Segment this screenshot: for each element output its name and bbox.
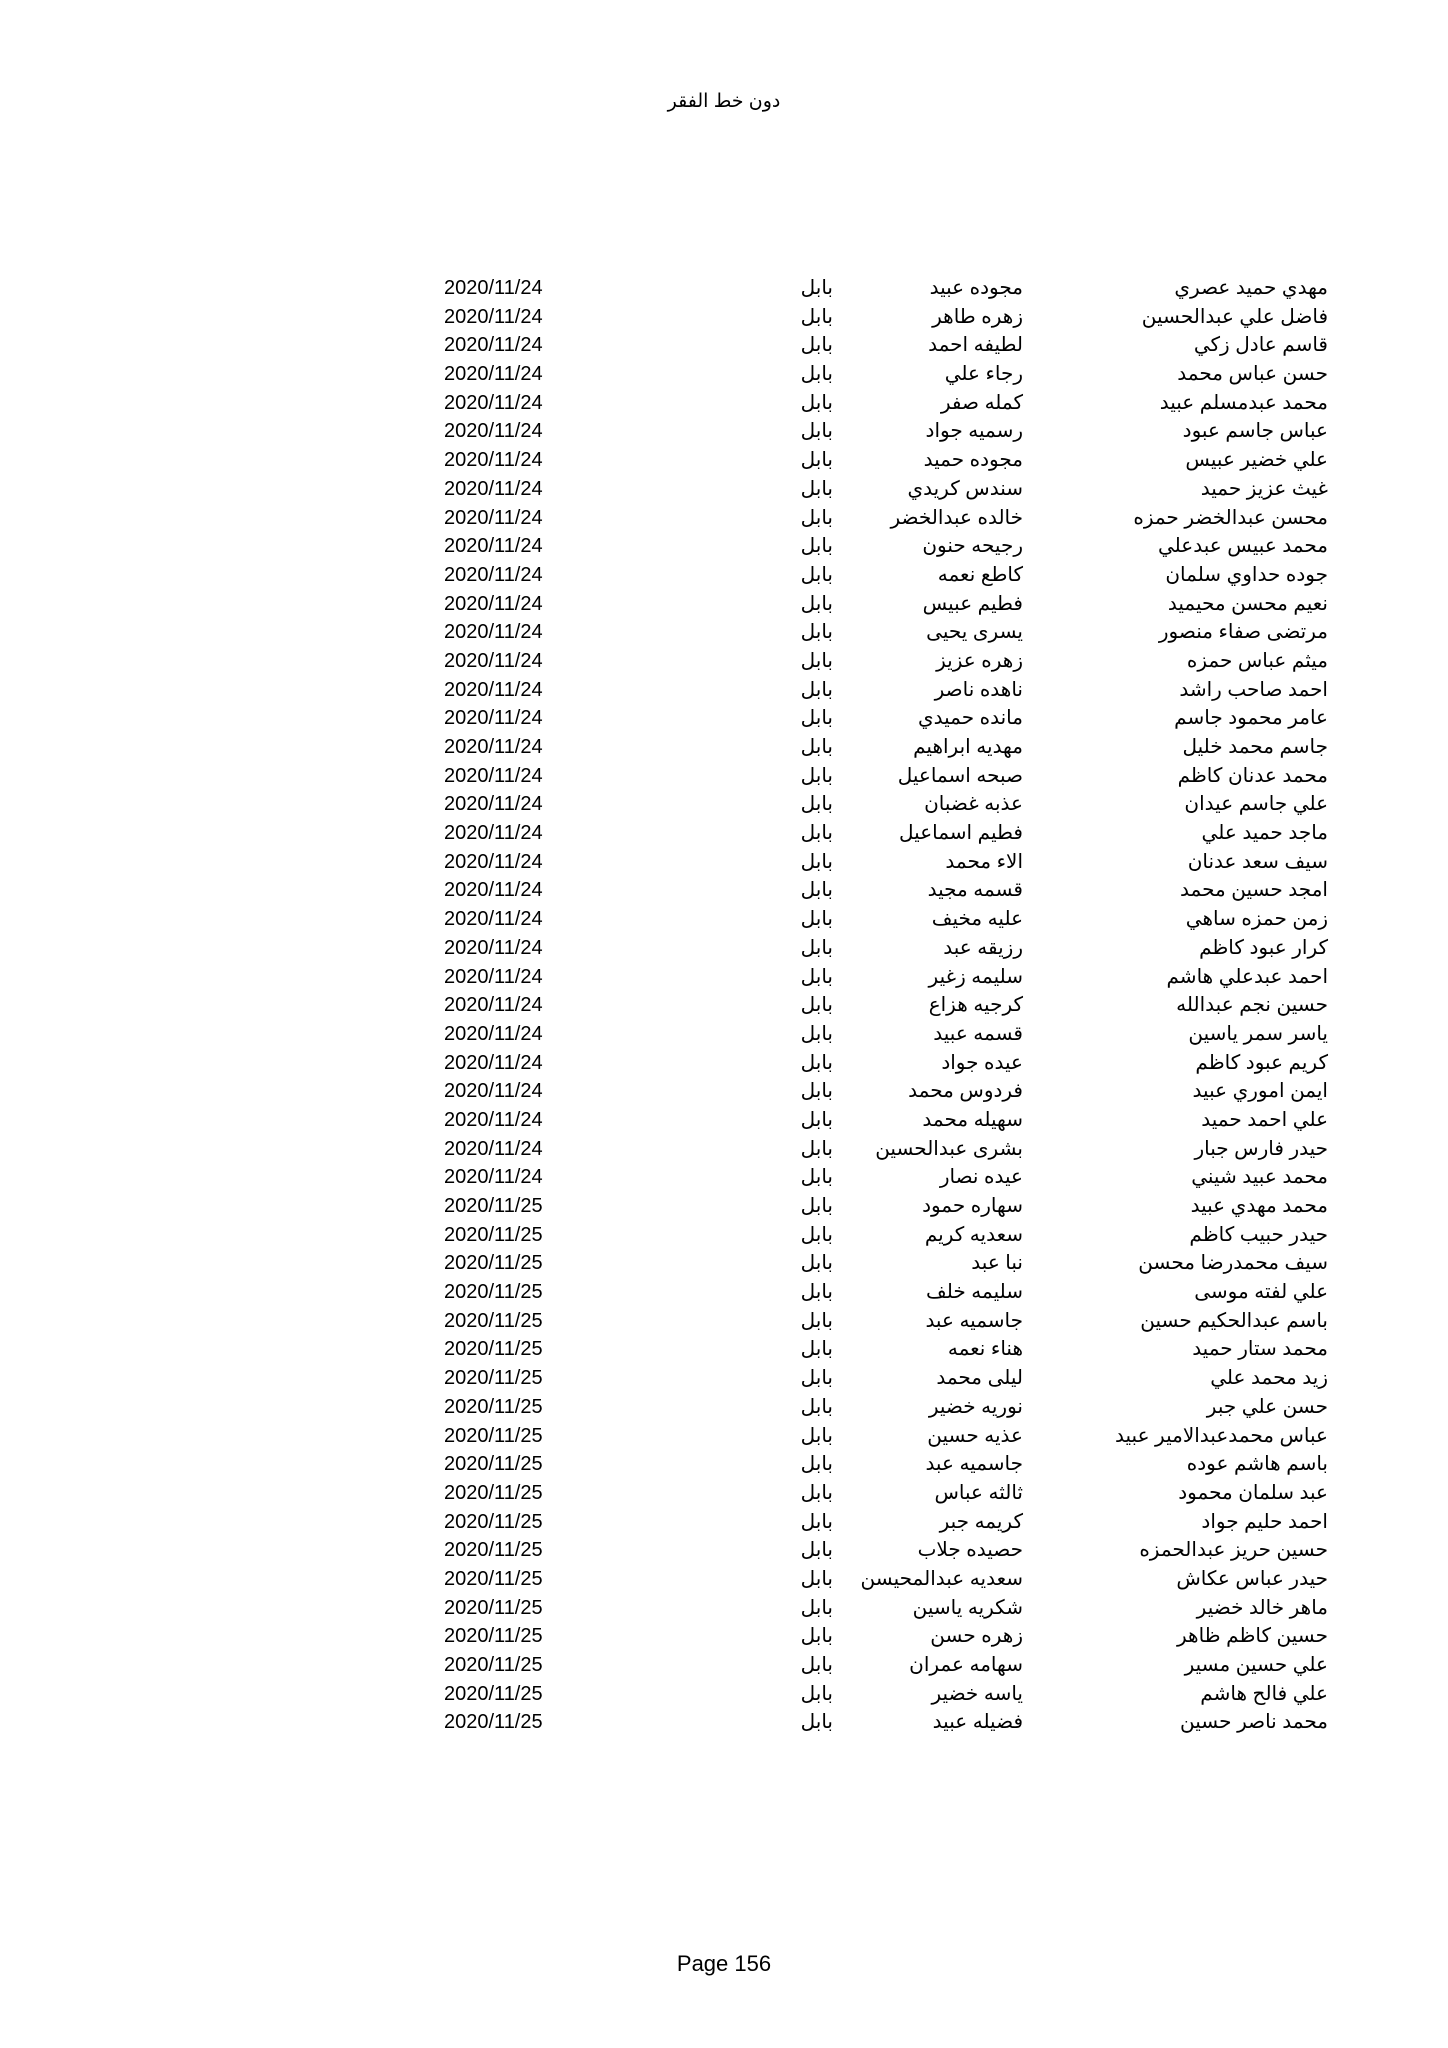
mother-name-cell: كريمه جبر (939, 1510, 1023, 1533)
table-row (0, 1278, 1448, 1307)
mother-name-cell: زهره طاهر (932, 305, 1023, 328)
person-name-cell: علي فالح هاشم (1200, 1682, 1328, 1705)
date-cell: 2020/11/24 (444, 1022, 543, 1045)
table-row (0, 532, 1448, 561)
mother-name-cell: مانده حميدي (917, 707, 1023, 730)
date-cell: 2020/11/24 (444, 879, 543, 902)
date-cell: 2020/11/25 (444, 1309, 543, 1332)
province-cell: بابل (800, 1711, 833, 1734)
person-name-cell: عامر محمود جاسم (1174, 707, 1328, 730)
person-name-cell: امجد حسين محمد (1180, 879, 1328, 902)
person-name-cell: ياسر سمر ياسين (1188, 1022, 1328, 1045)
person-name-cell: محمد عبيس عبدعلي (1158, 535, 1328, 558)
records-list (0, 274, 1448, 1737)
date-cell: 2020/11/25 (444, 1481, 543, 1504)
date-cell: 2020/11/24 (444, 621, 543, 644)
date-cell: 2020/11/25 (444, 1338, 543, 1361)
date-cell: 2020/11/24 (444, 707, 543, 730)
date-cell: 2020/11/24 (444, 994, 543, 1017)
table-row (0, 848, 1448, 877)
table-row (0, 475, 1448, 504)
province-cell: بابل (800, 1367, 833, 1390)
date-cell: 2020/11/24 (444, 1137, 543, 1160)
table-row (0, 1221, 1448, 1250)
date-cell: 2020/11/24 (444, 678, 543, 701)
table-row (0, 676, 1448, 705)
province-cell: بابل (800, 1252, 833, 1275)
mother-name-cell: شكريه ياسين (912, 1596, 1023, 1619)
person-name-cell: سيف محمدرضا محسن (1138, 1252, 1328, 1275)
person-name-cell: علي جاسم عيدان (1184, 793, 1328, 816)
province-cell: بابل (800, 363, 833, 386)
province-cell: بابل (800, 305, 833, 328)
mother-name-cell: عليه مخيف (931, 908, 1023, 931)
person-name-cell: مرتضى صفاء منصور (1158, 621, 1328, 644)
table-row (0, 1536, 1448, 1565)
table-row (0, 790, 1448, 819)
date-cell: 2020/11/25 (444, 1654, 543, 1676)
table-row (0, 1163, 1448, 1192)
date-cell: 2020/11/24 (444, 477, 543, 500)
mother-name-cell: عذيه حسين (927, 1424, 1023, 1447)
table-row (0, 762, 1448, 791)
mother-name-cell: قسمه مجيد (927, 879, 1023, 902)
table-row (0, 274, 1448, 303)
province-cell: بابل (800, 1195, 833, 1217)
mother-name-cell: عذبه غضبان (924, 793, 1023, 816)
date-cell: 2020/11/25 (444, 1252, 543, 1275)
province-cell: بابل (800, 1281, 833, 1304)
date-cell: 2020/11/24 (444, 305, 543, 328)
date-cell: 2020/11/24 (444, 736, 543, 758)
person-name-cell: كرار عبود كاظم (1199, 936, 1328, 959)
table-row (0, 1106, 1448, 1135)
province-cell: بابل (800, 1596, 833, 1619)
date-cell: 2020/11/25 (444, 1424, 543, 1447)
date-cell: 2020/11/25 (444, 1223, 543, 1246)
province-cell: بابل (800, 1166, 833, 1189)
mother-name-cell: فردوس محمد (908, 1080, 1023, 1103)
mother-name-cell: عيده نصار (939, 1166, 1023, 1189)
mother-name-cell: فطيم عبيس (922, 592, 1023, 615)
table-row (0, 1192, 1448, 1221)
mother-name-cell: يسرى يحيى (926, 621, 1023, 644)
date-cell: 2020/11/24 (444, 764, 543, 787)
mother-name-cell: بشرى عبدالحسين (875, 1137, 1023, 1160)
date-cell: 2020/11/24 (444, 277, 543, 299)
person-name-cell: مهدي حميد عصري (1174, 277, 1328, 299)
person-name-cell: محمد عبيد شيني (1191, 1166, 1328, 1189)
mother-name-cell: مجوده حميد (923, 449, 1023, 472)
table-row (0, 819, 1448, 848)
province-cell: بابل (800, 764, 833, 787)
table-row (0, 1508, 1448, 1537)
mother-name-cell: رسميه جواد (925, 420, 1023, 443)
table-row (0, 1450, 1448, 1479)
province-cell: بابل (800, 535, 833, 558)
date-cell: 2020/11/25 (444, 1281, 543, 1304)
person-name-cell: علي احمد حميد (1201, 1108, 1328, 1131)
mother-name-cell: مهديه ابراهيم (913, 736, 1023, 758)
page-number: Page 156 (676, 1951, 772, 1976)
person-name-cell: محمد مهدي عبيد (1190, 1195, 1328, 1217)
province-cell: بابل (800, 621, 833, 644)
mother-name-cell: مجوده عبيد (929, 277, 1023, 299)
province-cell: بابل (800, 1051, 833, 1074)
mother-name-cell: زهره حسن (930, 1625, 1023, 1648)
date-cell: 2020/11/25 (444, 1539, 543, 1562)
mother-name-cell: سهامه عمران (909, 1654, 1023, 1676)
table-row (0, 1020, 1448, 1049)
date-cell: 2020/11/25 (444, 1395, 543, 1418)
person-name-cell: حسن علي جبر (1206, 1395, 1328, 1418)
date-cell: 2020/11/24 (444, 793, 543, 816)
date-cell: 2020/11/25 (444, 1367, 543, 1390)
province-cell: بابل (800, 1309, 833, 1332)
mother-name-cell: سعديه عبدالمحيسن (860, 1567, 1023, 1590)
table-row (0, 446, 1448, 475)
table-row (0, 905, 1448, 934)
date-cell: 2020/11/24 (444, 1051, 543, 1074)
date-cell: 2020/11/24 (444, 420, 543, 443)
province-cell: بابل (800, 477, 833, 500)
date-cell: 2020/11/24 (444, 535, 543, 558)
table-row (0, 876, 1448, 905)
mother-name-cell: هناء نعمه (947, 1338, 1023, 1361)
mother-name-cell: الاء محمد (945, 850, 1023, 873)
date-cell: 2020/11/24 (444, 850, 543, 873)
date-cell: 2020/11/25 (444, 1711, 543, 1734)
province-cell: بابل (800, 822, 833, 845)
province-cell: بابل (800, 1424, 833, 1447)
table-row (0, 1335, 1448, 1364)
table-row (0, 561, 1448, 590)
date-cell: 2020/11/25 (444, 1195, 543, 1217)
table-row (0, 1565, 1448, 1594)
province-cell: بابل (800, 391, 833, 414)
province-cell: بابل (800, 707, 833, 730)
person-name-cell: عباس محمدعبدالامير عبيد (1115, 1424, 1328, 1447)
province-cell: بابل (800, 678, 833, 701)
province-cell: بابل (800, 736, 833, 758)
date-cell: 2020/11/25 (444, 1625, 543, 1648)
province-cell: بابل (800, 1567, 833, 1590)
table-row (0, 590, 1448, 619)
person-name-cell: احمد حليم جواد (1201, 1510, 1328, 1533)
table-row (0, 1594, 1448, 1623)
mother-name-cell: عيده جواد (941, 1051, 1023, 1074)
person-name-cell: محمد ناصر حسين (1180, 1711, 1328, 1734)
province-cell: بابل (800, 1682, 833, 1705)
person-name-cell: محسن عبدالخضر حمزه (1133, 506, 1328, 529)
table-row (0, 1479, 1448, 1508)
person-name-cell: كريم عبود كاظم (1195, 1051, 1328, 1074)
mother-name-cell: ليلى محمد (936, 1367, 1023, 1390)
date-cell: 2020/11/24 (444, 449, 543, 472)
mother-name-cell: جاسميه عبد (925, 1309, 1023, 1332)
table-row (0, 389, 1448, 418)
mother-name-cell: سليمه خلف (926, 1281, 1023, 1304)
date-cell: 2020/11/25 (444, 1596, 543, 1619)
table-row (0, 1651, 1448, 1680)
mother-name-cell: حصيده جلاب (917, 1539, 1023, 1562)
date-cell: 2020/11/24 (444, 592, 543, 615)
province-cell: بابل (800, 793, 833, 816)
province-cell: بابل (800, 965, 833, 988)
person-name-cell: غيث عزيز حميد (1200, 477, 1328, 500)
table-row (0, 1393, 1448, 1422)
date-cell: 2020/11/24 (444, 506, 543, 529)
person-name-cell: فاضل علي عبدالحسين (1141, 305, 1328, 328)
mother-name-cell: فضيله عبيد (932, 1711, 1023, 1734)
mother-name-cell: ناهده ناصر (934, 678, 1023, 701)
person-name-cell: حسين نجم عبدالله (1176, 994, 1328, 1017)
table-row (0, 1049, 1448, 1078)
person-name-cell: علي خضير عبيس (1185, 449, 1328, 472)
province-cell: بابل (800, 1338, 833, 1361)
mother-name-cell: رجاء علي (944, 363, 1023, 386)
person-name-cell: نعيم محسن محيميد (1167, 592, 1328, 615)
person-name-cell: قاسم عادل زكي (1193, 334, 1328, 357)
person-name-cell: زيد محمد علي (1210, 1367, 1328, 1390)
province-cell: بابل (800, 277, 833, 299)
table-row (0, 1680, 1448, 1709)
mother-name-cell: قسمه عبيد (933, 1022, 1023, 1045)
province-cell: بابل (800, 1625, 833, 1648)
person-name-cell: محمد عدنان كاظم (1177, 764, 1328, 787)
province-cell: بابل (800, 1223, 833, 1246)
mother-name-cell: نبا عبد (971, 1252, 1023, 1275)
person-name-cell: سيف سعد عدنان (1187, 850, 1328, 873)
person-name-cell: علي حسين مسير (1184, 1654, 1328, 1676)
date-cell: 2020/11/24 (444, 649, 543, 672)
person-name-cell: حيدر حبيب كاظم (1189, 1223, 1328, 1246)
mother-name-cell: كاطع نعمه (937, 563, 1023, 586)
person-name-cell: ماهر خالد خضير (1196, 1596, 1328, 1619)
date-cell: 2020/11/25 (444, 1682, 543, 1705)
province-cell: بابل (800, 449, 833, 472)
person-name-cell: باسم هاشم عوده (1186, 1453, 1328, 1476)
province-cell: بابل (800, 1108, 833, 1131)
mother-name-cell: فطيم اسماعيل (899, 822, 1023, 845)
date-cell: 2020/11/24 (444, 1080, 543, 1103)
mother-name-cell: خالده عبدالخضر (890, 506, 1023, 529)
person-name-cell: جاسم محمد خليل (1182, 736, 1328, 758)
table-row (0, 331, 1448, 360)
province-cell: بابل (800, 1654, 833, 1676)
table-row (0, 1364, 1448, 1393)
table-row (0, 1135, 1448, 1164)
date-cell: 2020/11/24 (444, 334, 543, 357)
person-name-cell: جوده حداوي سلمان (1165, 563, 1328, 586)
table-row (0, 704, 1448, 733)
province-cell: بابل (800, 1080, 833, 1103)
table-row (0, 733, 1448, 762)
person-name-cell: احمد صاحب راشد (1179, 678, 1328, 701)
person-name-cell: علي لفته موسى (1194, 1281, 1328, 1304)
table-row (0, 991, 1448, 1020)
mother-name-cell: سليمه زغير (928, 965, 1023, 988)
person-name-cell: عباس جاسم عبود (1182, 420, 1328, 443)
province-cell: بابل (800, 908, 833, 931)
page-header-title: دون خط الفقر (667, 91, 781, 112)
province-cell: بابل (800, 1395, 833, 1418)
mother-name-cell: سهاره حمود (922, 1195, 1023, 1217)
person-name-cell: محمد ستار حميد (1192, 1338, 1328, 1361)
province-cell: بابل (800, 1137, 833, 1160)
person-name-cell: باسم عبدالحكيم حسين (1140, 1309, 1328, 1332)
province-cell: بابل (800, 1510, 833, 1533)
date-cell: 2020/11/24 (444, 563, 543, 586)
province-cell: بابل (800, 936, 833, 959)
province-cell: بابل (800, 1539, 833, 1562)
person-name-cell: حسن عباس محمد (1177, 363, 1328, 386)
date-cell: 2020/11/24 (444, 936, 543, 959)
mother-name-cell: كرجيه هزاع (928, 994, 1023, 1017)
province-cell: بابل (800, 506, 833, 529)
mother-name-cell: ثالثه عباس (934, 1481, 1023, 1504)
person-name-cell: ميثم عباس حمزه (1186, 649, 1328, 672)
date-cell: 2020/11/24 (444, 363, 543, 386)
province-cell: بابل (800, 1481, 833, 1504)
table-row (0, 1708, 1448, 1737)
province-cell: بابل (800, 850, 833, 873)
date-cell: 2020/11/25 (444, 1567, 543, 1590)
table-row (0, 1077, 1448, 1106)
date-cell: 2020/11/25 (444, 1453, 543, 1476)
table-row (0, 647, 1448, 676)
table-row (0, 1249, 1448, 1278)
table-row (0, 934, 1448, 963)
person-name-cell: حسين حريز عبدالحمزه (1139, 1539, 1328, 1562)
province-cell: بابل (800, 1022, 833, 1045)
table-row (0, 417, 1448, 446)
person-name-cell: حيدر فارس جبار (1194, 1137, 1328, 1160)
province-cell: بابل (800, 879, 833, 902)
mother-name-cell: جاسميه عبد (925, 1453, 1023, 1476)
person-name-cell: حسين كاظم ظاهر (1176, 1625, 1328, 1648)
date-cell: 2020/11/24 (444, 965, 543, 988)
province-cell: بابل (800, 649, 833, 672)
province-cell: بابل (800, 334, 833, 357)
table-row (0, 618, 1448, 647)
person-name-cell: عبد سلمان محمود (1178, 1481, 1328, 1504)
mother-name-cell: رزيقه عبد (943, 936, 1023, 959)
person-name-cell: حيدر عباس عكاش (1176, 1567, 1328, 1590)
province-cell: بابل (800, 420, 833, 443)
person-name-cell: احمد عبدعلي هاشم (1166, 965, 1328, 988)
mother-name-cell: كمله صفر (940, 391, 1023, 414)
mother-name-cell: زهره عزيز (936, 649, 1023, 672)
mother-name-cell: رجيحه حنون (922, 535, 1023, 558)
province-cell: بابل (800, 563, 833, 586)
date-cell: 2020/11/25 (444, 1510, 543, 1533)
person-name-cell: ماجد حميد علي (1201, 822, 1328, 845)
table-row (0, 504, 1448, 533)
mother-name-cell: سعديه كريم (924, 1223, 1023, 1246)
person-name-cell: محمد عبدمسلم عبيد (1159, 391, 1328, 414)
table-row (0, 360, 1448, 389)
table-row (0, 303, 1448, 332)
date-cell: 2020/11/24 (444, 1166, 543, 1189)
date-cell: 2020/11/24 (444, 822, 543, 845)
table-row (0, 1622, 1448, 1651)
mother-name-cell: ياسه خضير (931, 1682, 1023, 1705)
province-cell: بابل (800, 994, 833, 1017)
table-row (0, 1307, 1448, 1336)
table-row (0, 963, 1448, 992)
table-row (0, 1422, 1448, 1451)
person-name-cell: زمن حمزه ساهي (1185, 908, 1328, 931)
date-cell: 2020/11/24 (444, 908, 543, 931)
province-cell: بابل (800, 592, 833, 615)
person-name-cell: ايمن اموري عبيد (1192, 1080, 1328, 1103)
date-cell: 2020/11/24 (444, 1108, 543, 1131)
mother-name-cell: سهيله محمد (922, 1108, 1023, 1131)
mother-name-cell: سندس كريدي (907, 477, 1023, 500)
province-cell: بابل (800, 1453, 833, 1476)
mother-name-cell: صبحه اسماعيل (897, 764, 1023, 787)
date-cell: 2020/11/24 (444, 391, 543, 414)
mother-name-cell: نوريه خضير (928, 1395, 1023, 1418)
mother-name-cell: لطيفه احمد (928, 334, 1023, 357)
